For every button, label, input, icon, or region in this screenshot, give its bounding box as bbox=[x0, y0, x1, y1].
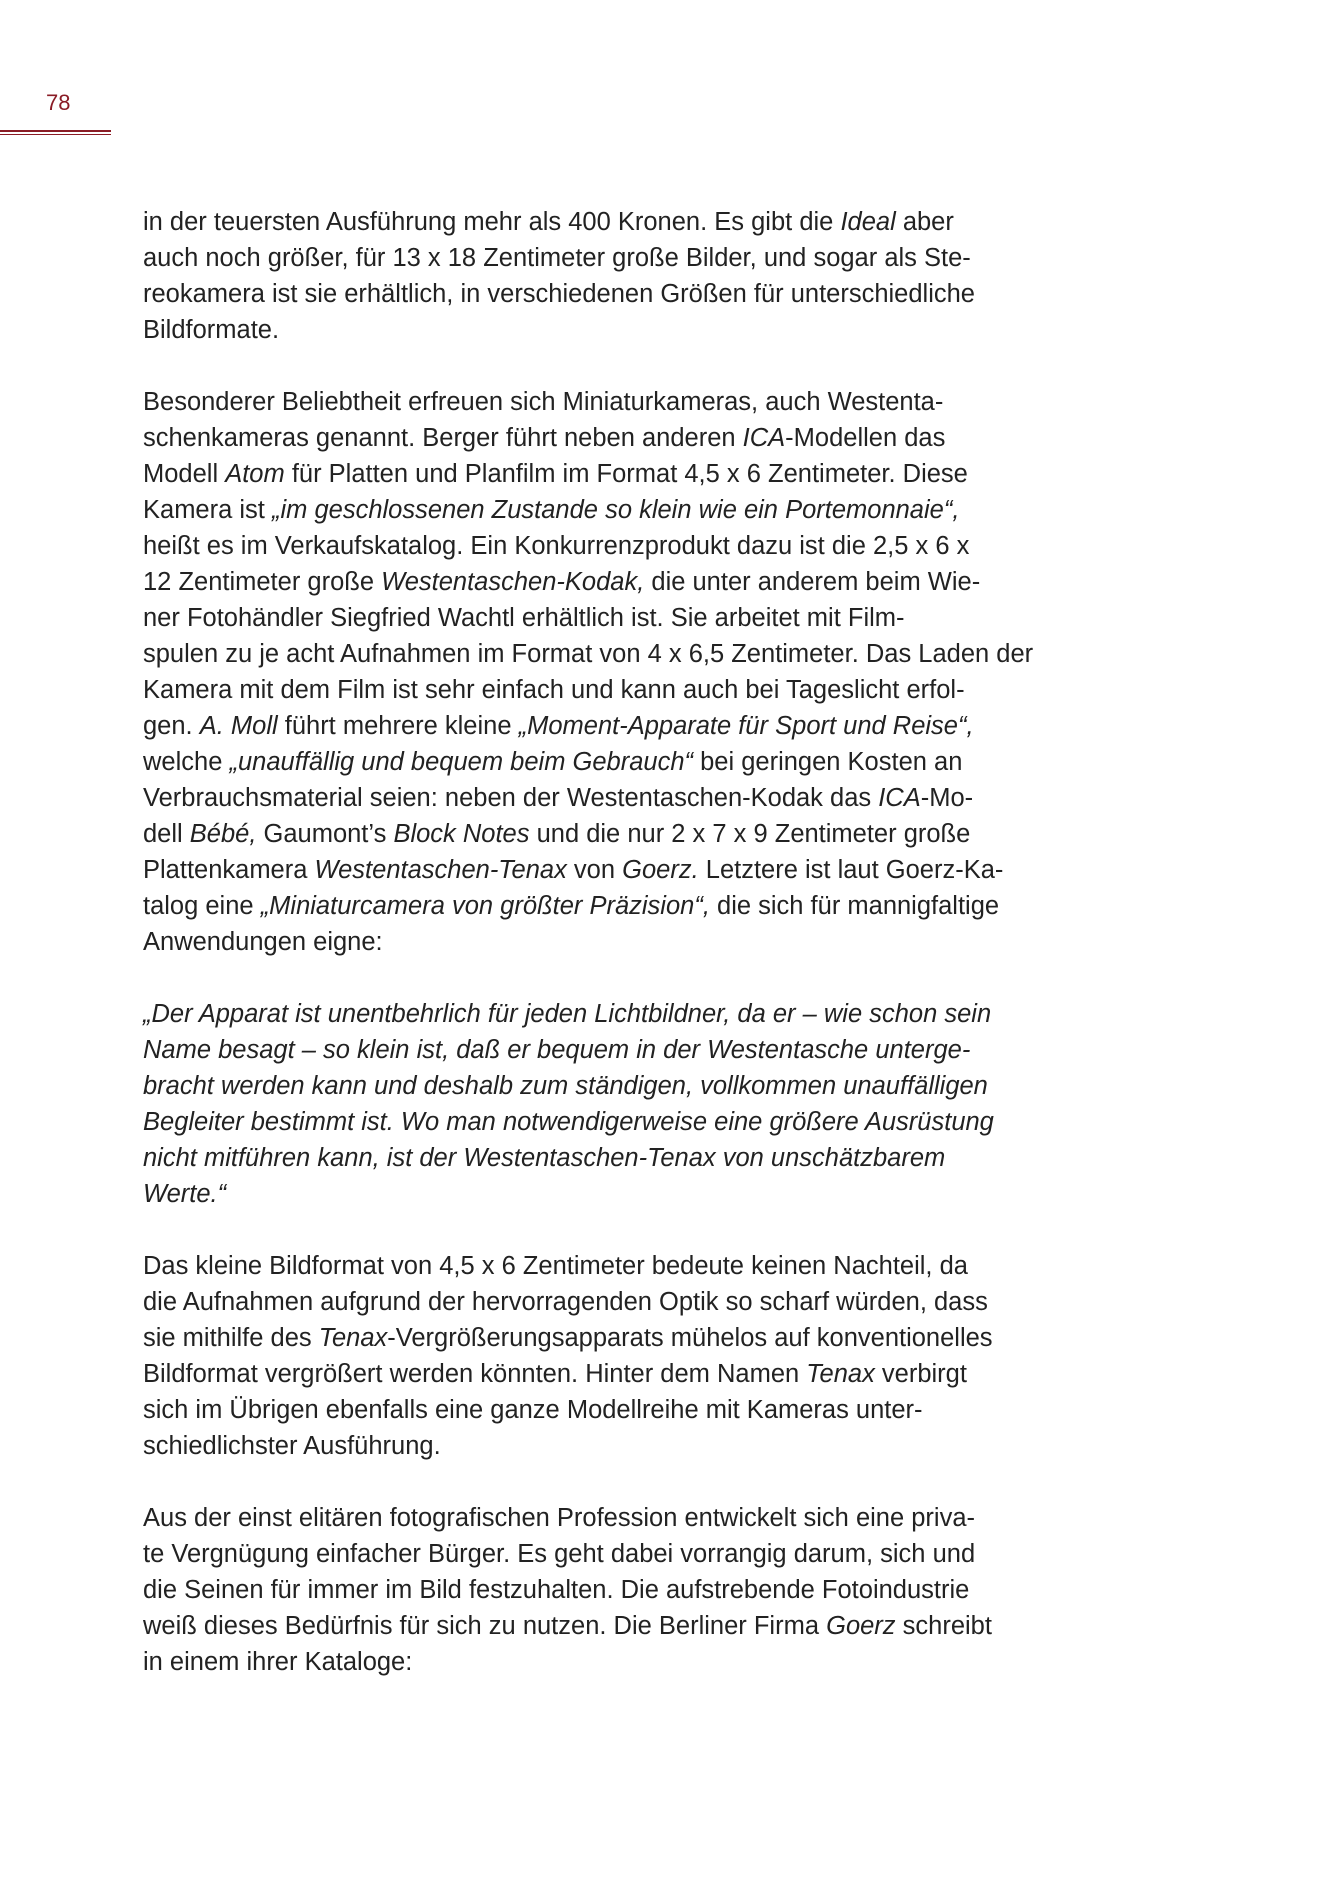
text-line bbox=[143, 1356, 1043, 1392]
text-line bbox=[143, 1320, 1043, 1356]
text-line bbox=[143, 492, 1043, 528]
page-number: 78 bbox=[46, 90, 71, 115]
text-line bbox=[143, 528, 1043, 564]
italic-span: Goerz bbox=[826, 1612, 896, 1640]
text-line bbox=[143, 1032, 1043, 1068]
block-quote bbox=[143, 996, 1043, 1212]
text-span: Aus der einst elitären fotografischen Profession entwickelt sich eine priva- bbox=[143, 1504, 975, 1532]
text-span: Das kleine Bildformat von 4,5 x 6 Zentimeter bedeute keinen Nachteil, da bbox=[143, 1252, 968, 1280]
text-span: gen. bbox=[143, 712, 200, 740]
text-span: in einem ihrer Kataloge: bbox=[143, 1648, 413, 1676]
text-span: schenkameras genannt. Berger führt neben anderen bbox=[143, 424, 743, 452]
text-span: die sich für mannigfaltige bbox=[709, 892, 1000, 920]
text-line bbox=[143, 204, 1043, 240]
italic-span: „Moment-Apparate für Sport und Reise“, bbox=[518, 712, 974, 740]
italic-span: Tenax bbox=[806, 1360, 875, 1388]
text-span: aber bbox=[895, 208, 954, 236]
text-span: Werte.“ bbox=[143, 1180, 227, 1208]
text-span: -Mo- bbox=[920, 784, 974, 812]
text-span: spulen zu je acht Aufnahmen im Format von 4 x 6,5 Zentimeter. Das Laden der bbox=[143, 640, 1034, 668]
text-span: Plattenkamera bbox=[143, 856, 315, 884]
text-span: von bbox=[566, 856, 623, 884]
text-span: sich im Übrigen ebenfalls eine ganze Modellreihe mit Kameras unter- bbox=[143, 1396, 923, 1424]
text-span: heißt es im Verkaufskatalog. Ein Konkurrenzprodukt dazu ist die 2,5 x 6 x bbox=[143, 532, 970, 560]
text-span: reokamera ist sie erhältlich, in verschiedenen Größen für unterschiedliche bbox=[143, 280, 975, 308]
text-span: Begleiter bestimmt ist. Wo man notwendigerweise eine größere Ausrüstung bbox=[143, 1108, 994, 1136]
text-span: -Vergrößerungsapparats mühelos auf konventionelles bbox=[387, 1324, 993, 1352]
header-rule bbox=[0, 130, 111, 132]
text-span: und die nur 2 x 7 x 9 Zentimeter große bbox=[529, 820, 971, 848]
text-span: für Platten und Planfilm im Format 4,5 x 6 Zentimeter. Diese bbox=[284, 460, 968, 488]
text-line bbox=[143, 780, 1043, 816]
paragraph bbox=[143, 1248, 1043, 1464]
text-line bbox=[143, 888, 1043, 924]
italic-span: Westentaschen-Tenax bbox=[314, 856, 567, 884]
italic-span: „im geschlossenen Zustande so klein wie ein Portemonnaie“, bbox=[271, 496, 960, 524]
text-line bbox=[143, 1248, 1043, 1284]
text-line bbox=[143, 312, 1043, 348]
text-span: Bildformat vergrößert werden könnten. Hinter dem Namen bbox=[143, 1360, 807, 1388]
text-span: schiedlichster Ausführung. bbox=[143, 1432, 441, 1460]
text-span: dell bbox=[143, 820, 190, 848]
text-span: weiß dieses Bedürfnis für sich zu nutzen. Die Berliner Firma bbox=[143, 1612, 827, 1640]
text-line bbox=[143, 1068, 1043, 1104]
text-span: Name besagt – so klein ist, daß er bequem in der Westentasche unterge- bbox=[143, 1036, 971, 1064]
text-span: 12 Zentimeter große bbox=[143, 568, 382, 596]
text-span: verbirgt bbox=[874, 1360, 967, 1388]
text-span: Besonderer Beliebtheit erfreuen sich Miniaturkameras, auch Westenta- bbox=[143, 388, 944, 416]
italic-span: „unauffällig und bequem beim Gebrauch“ bbox=[229, 748, 694, 776]
text-line bbox=[143, 456, 1043, 492]
text-line bbox=[143, 1392, 1043, 1428]
italic-span: ICA bbox=[878, 784, 921, 812]
text-span: Anwendungen eigne: bbox=[143, 928, 383, 956]
text-span: ner Fotohändler Siegfried Wachtl erhältlich ist. Sie arbeitet mit Film- bbox=[143, 604, 905, 632]
text-span: Gaumont’s bbox=[256, 820, 394, 848]
text-line bbox=[143, 240, 1043, 276]
text-span: Kamera mit dem Film ist sehr einfach und kann auch bei Tageslicht erfol- bbox=[143, 676, 965, 704]
text-span: in der teuersten Ausführung mehr als 400 Kronen. Es gibt die bbox=[143, 208, 841, 236]
italic-span: „Miniaturcamera von größter Präzision“, bbox=[260, 892, 710, 920]
text-line bbox=[143, 1608, 1043, 1644]
text-line bbox=[143, 1500, 1043, 1536]
text-span: „Der Apparat ist unentbehrlich für jeden Lichtbildner, da er – wie schon sein bbox=[143, 1000, 992, 1028]
text-line bbox=[143, 600, 1043, 636]
text-line bbox=[143, 744, 1043, 780]
text-span: talog eine bbox=[143, 892, 261, 920]
text-span: -Modellen das bbox=[785, 424, 946, 452]
italic-span: Tenax bbox=[318, 1324, 388, 1352]
paragraph bbox=[143, 384, 1043, 960]
text-line bbox=[143, 384, 1043, 420]
text-span: führt mehrere kleine bbox=[277, 712, 519, 740]
text-span: Modell bbox=[143, 460, 226, 488]
text-span: auch noch größer, für 13 x 18 Zentimeter große Bilder, und sogar als Ste- bbox=[143, 244, 971, 272]
italic-span: Westentaschen-Kodak, bbox=[381, 568, 645, 596]
text-span: bei geringen Kosten an bbox=[693, 748, 963, 776]
text-span: te Vergnügung einfacher Bürger. Es geht dabei vorrangig darum, sich und bbox=[143, 1540, 976, 1568]
text-span: die Aufnahmen aufgrund der hervorragenden Optik so scharf würden, dass bbox=[143, 1288, 988, 1316]
paragraph bbox=[143, 1500, 1043, 1680]
text-span: Bildformate. bbox=[143, 316, 280, 344]
text-line bbox=[143, 852, 1043, 888]
text-span: Verbrauchsmaterial seien: neben der Westentaschen-Kodak das bbox=[143, 784, 879, 812]
text-line bbox=[143, 996, 1043, 1032]
text-span: Kamera ist bbox=[143, 496, 272, 524]
header-rule-thin bbox=[0, 134, 111, 135]
text-line bbox=[143, 1572, 1043, 1608]
text-span: welche bbox=[143, 748, 230, 776]
text-span: die Seinen für immer im Bild festzuhalten. Die aufstrebende Fotoindustrie bbox=[143, 1576, 970, 1604]
text-span: bracht werden kann und deshalb zum ständigen, vollkommen unauffälligen bbox=[143, 1072, 988, 1100]
text-line bbox=[143, 924, 1043, 960]
text-line bbox=[143, 276, 1043, 312]
text-line bbox=[143, 1140, 1043, 1176]
text-line bbox=[143, 1536, 1043, 1572]
text-span: sie mithilfe des bbox=[143, 1324, 319, 1352]
paragraph bbox=[143, 204, 1043, 348]
text-line bbox=[143, 1644, 1043, 1680]
text-span: die unter anderem beim Wie- bbox=[644, 568, 981, 596]
text-line bbox=[143, 1104, 1043, 1140]
text-line bbox=[143, 564, 1043, 600]
text-line bbox=[143, 816, 1043, 852]
italic-span: Bébé, bbox=[189, 820, 257, 848]
text-line bbox=[143, 708, 1043, 744]
body-text bbox=[143, 204, 1043, 1680]
italic-span: ICA bbox=[742, 424, 786, 452]
text-line bbox=[143, 672, 1043, 708]
text-line bbox=[143, 1284, 1043, 1320]
italic-span: Block Notes bbox=[393, 820, 530, 848]
text-span: nicht mitführen kann, ist der Westentaschen-Tenax von unschätzbarem bbox=[143, 1144, 946, 1172]
text-span: schreibt bbox=[895, 1612, 992, 1640]
text-line bbox=[143, 636, 1043, 672]
italic-span: Ideal bbox=[840, 208, 896, 236]
italic-span: Goerz. bbox=[622, 856, 699, 884]
text-line bbox=[143, 420, 1043, 456]
text-span: Letztere ist laut Goerz-Ka- bbox=[698, 856, 1004, 884]
text-line bbox=[143, 1176, 1043, 1212]
italic-span: A. Moll bbox=[199, 712, 278, 740]
text-line bbox=[143, 1428, 1043, 1464]
italic-span: Atom bbox=[225, 460, 285, 488]
